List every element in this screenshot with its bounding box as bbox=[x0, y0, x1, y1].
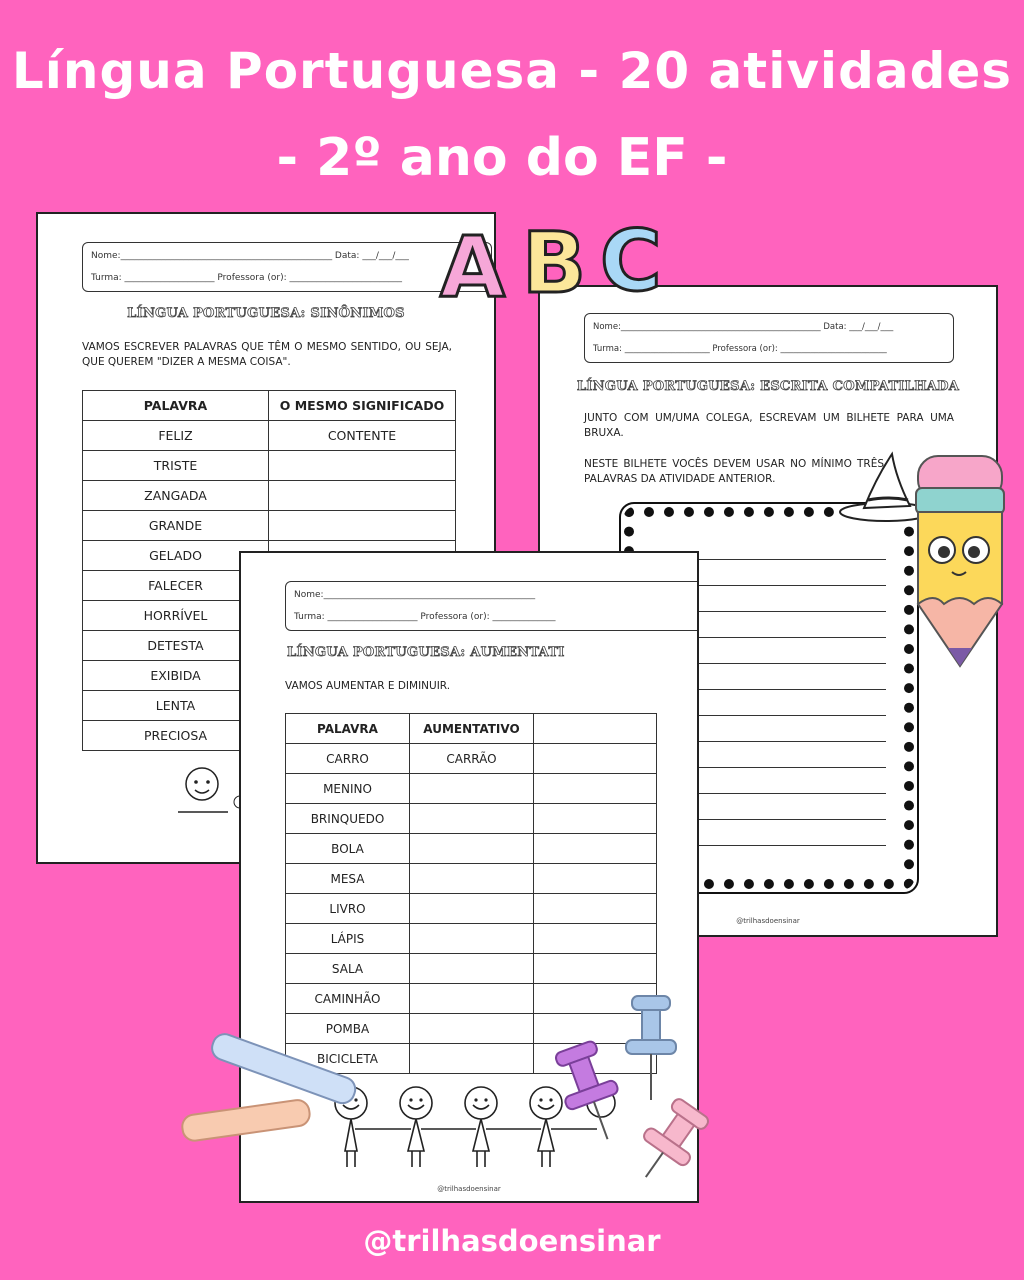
column-header-diminutive bbox=[534, 714, 657, 744]
social-handle: @trilhasdoensinar bbox=[363, 1224, 661, 1258]
promo-title-line1: Língua Portuguesa - 20 atividades bbox=[11, 42, 1013, 100]
table-cell bbox=[269, 511, 456, 541]
table-cell: LÁPIS bbox=[286, 924, 410, 954]
table-cell bbox=[410, 804, 534, 834]
class-teacher-line: Turma: ____________________ Professora (or): ______________ bbox=[294, 612, 556, 622]
table-cell: GRANDE bbox=[83, 511, 269, 541]
column-header-meaning: O MESMO SIGNIFICADO bbox=[269, 391, 456, 421]
table-cell bbox=[534, 924, 657, 954]
table-cell bbox=[410, 1014, 534, 1044]
table-cell: BICICLETA bbox=[286, 1044, 410, 1074]
table-cell bbox=[534, 954, 657, 984]
student-info-box bbox=[584, 313, 954, 363]
table-row bbox=[286, 924, 657, 954]
worksheet-footer-handle: @trilhasdoensinar bbox=[437, 1185, 501, 1193]
table-cell: BOLA bbox=[286, 834, 410, 864]
table-cell bbox=[534, 744, 657, 774]
table-cell: LIVRO bbox=[286, 894, 410, 924]
promo-title-line2: - 2º ano do EF - bbox=[276, 128, 728, 188]
name-date-line: Nome:_______________________________________________ Data: ___/___/___ bbox=[91, 251, 409, 261]
table-cell bbox=[534, 804, 657, 834]
table-cell bbox=[534, 834, 657, 864]
worksheet-title: LÍNGUA PORTUGUESA: SINÔNIMOS bbox=[127, 306, 405, 321]
class-teacher-line: Turma: ____________________ Professora (or): _________________________ bbox=[91, 273, 402, 283]
worksheet-instruction-2: NESTE BILHETE VOCÊS DEVEM USAR NO MÍNIMO TRÊS PALAVRAS DA ATIVIDADE ANTERIOR. bbox=[584, 458, 884, 485]
name-line: Nome:_______________________________________________ bbox=[294, 590, 536, 600]
table-row bbox=[83, 481, 456, 511]
table-cell: LENTA bbox=[83, 691, 269, 721]
column-header-word: PALAVRA bbox=[286, 714, 410, 744]
table-cell bbox=[534, 774, 657, 804]
table-cell: DETESTA bbox=[83, 631, 269, 661]
table-cell bbox=[269, 481, 456, 511]
table-row bbox=[286, 804, 657, 834]
table-cell: GELADO bbox=[83, 541, 269, 571]
table-cell bbox=[410, 1044, 534, 1074]
table-cell: BRINQUEDO bbox=[286, 804, 410, 834]
table-cell: PRECIOSA bbox=[83, 721, 269, 751]
worksheet-title: LÍNGUA PORTUGUESA: AUMENTATI bbox=[287, 645, 565, 660]
table-cell: POMBA bbox=[286, 1014, 410, 1044]
abc-letter-b: B bbox=[522, 214, 587, 312]
push-pins-icon bbox=[548, 990, 718, 1190]
table-cell bbox=[410, 834, 534, 864]
table-cell: ZANGADA bbox=[83, 481, 269, 511]
name-date-line: Nome:_______________________________________________ Data: ___/___/___ bbox=[593, 322, 894, 332]
table-cell: CARRÃO bbox=[410, 744, 534, 774]
worksheet-instruction-1: JUNTO COM UM/UMA COLEGA, ESCREVAM UM BILHETE PARA UMA BRUXA. bbox=[584, 412, 954, 439]
column-header-augmentative: AUMENTATIVO bbox=[410, 714, 534, 744]
worksheet-footer-handle: @trilhasdoensinar bbox=[736, 917, 800, 925]
table-cell bbox=[410, 864, 534, 894]
table-cell: MESA bbox=[286, 864, 410, 894]
table-cell bbox=[534, 864, 657, 894]
table-cell: SALA bbox=[286, 954, 410, 984]
table-cell bbox=[410, 924, 534, 954]
table-row bbox=[286, 894, 657, 924]
table-cell bbox=[269, 451, 456, 481]
table-cell bbox=[410, 774, 534, 804]
table-cell bbox=[410, 954, 534, 984]
table-cell bbox=[410, 894, 534, 924]
table-cell: EXIBIDA bbox=[83, 661, 269, 691]
table-row bbox=[286, 744, 657, 774]
chalk-sticks-icon bbox=[176, 1030, 366, 1150]
column-header-word: PALAVRA bbox=[83, 391, 269, 421]
worksheet-instruction: VAMOS ESCREVER PALAVRAS QUE TÊM O MESMO SENTIDO, OU SEJA, QUE QUEREM "DIZER A MESMA COISA". bbox=[82, 341, 452, 368]
pencil-character-icon bbox=[910, 452, 1006, 674]
table-cell bbox=[410, 984, 534, 1014]
table-row bbox=[83, 511, 456, 541]
table-cell bbox=[534, 894, 657, 924]
class-teacher-line: Turma: ____________________ Professora (or): _________________________ bbox=[593, 344, 887, 354]
table-cell: TRISTE bbox=[83, 451, 269, 481]
abc-letter-c: C bbox=[600, 212, 662, 310]
student-info-box bbox=[285, 581, 699, 631]
table-cell: MENINO bbox=[286, 774, 410, 804]
table-row bbox=[286, 834, 657, 864]
table-cell: CONTENTE bbox=[269, 421, 456, 451]
student-info-box bbox=[82, 242, 492, 292]
table-cell: FALECER bbox=[83, 571, 269, 601]
table-row bbox=[83, 421, 456, 451]
table-row bbox=[286, 864, 657, 894]
table-cell: CAMINHÃO bbox=[286, 984, 410, 1014]
table-row bbox=[286, 954, 657, 984]
table-row bbox=[83, 451, 456, 481]
worksheet-title: LÍNGUA PORTUGUESA: ESCRITA COMPATILHADA bbox=[576, 379, 960, 394]
table-row bbox=[286, 774, 657, 804]
abc-letter-a: A bbox=[440, 218, 506, 316]
worksheet-instruction: VAMOS AUMENTAR E DIMINUIR. bbox=[285, 680, 451, 692]
table-cell: HORRÍVEL bbox=[83, 601, 269, 631]
table-cell: CARRO bbox=[286, 744, 410, 774]
table-cell: FELIZ bbox=[83, 421, 269, 451]
